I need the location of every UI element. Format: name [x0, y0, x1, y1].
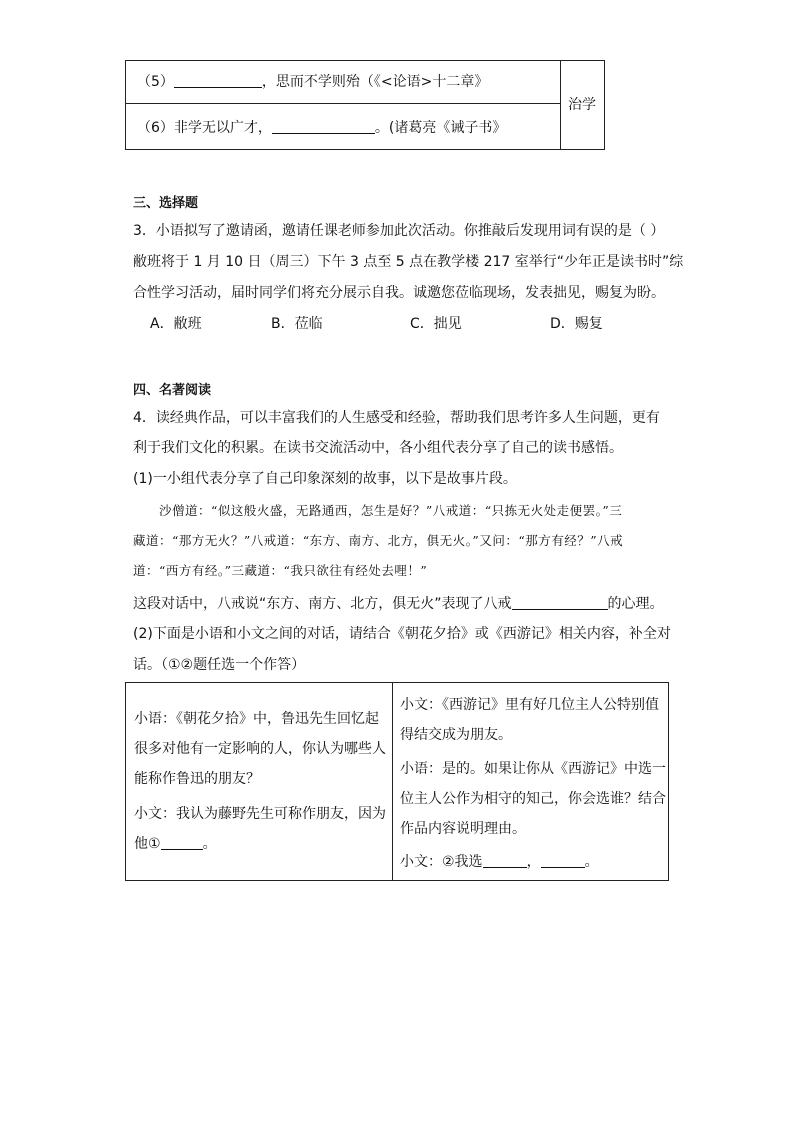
table-row-6 [137, 118, 506, 138]
answer-blank[interactable] [174, 73, 262, 88]
option-b[interactable]: B．莅临 [271, 316, 323, 332]
table-divider-horizontal [126, 103, 560, 104]
option-c[interactable]: C．拙见 [410, 316, 462, 332]
dialogue-line: 得结交成为朋友。 [400, 727, 512, 743]
dialogue-suffix: 。 [202, 836, 217, 852]
quote-table [125, 60, 605, 150]
row5-prefix: （5） [137, 74, 174, 90]
subquestion-2: (2)下面是小语和小文之间的对话，请结合《朝花夕拾》或《西游记》相关内容，补全对 [133, 626, 671, 642]
prompt-prefix: 这段对话中，八戒说“东方、南方、北方，俱无火”表现了八戒 [133, 596, 512, 612]
dialogue-line: 很多对他有一定影响的人，你认为哪些人 [134, 741, 386, 757]
section-heading-choice: 三、选择题 [133, 196, 199, 211]
dialogue-line: 小语：是的。如果让你从《西游记》中选一 [400, 761, 666, 777]
subquestion-1: (1)一小组代表分享了自己印象深刻的故事，以下是故事片段。 [133, 471, 517, 487]
invitation-line: 敝班将于 1 月 10 日（周三）下午 3 点至 5 点在教学楼 217 室举行“少年正是读书时”综 [133, 254, 684, 270]
dialogue-suffix: 。 [584, 854, 599, 870]
answer-blank-2b[interactable] [541, 853, 585, 868]
answer-blank-2a[interactable] [483, 853, 527, 868]
table-divider-vertical [392, 683, 393, 880]
dialogue-line: 小语：《朝花夕拾》中，鲁迅先生回忆起 [134, 711, 379, 727]
question-4-line: 4．读经典作品，可以丰富我们的人生感受和经验，帮助我们思考许多人生问题，更有 [133, 410, 660, 426]
dialogue-line [400, 852, 599, 872]
dialogue-line: 小文：我认为藤野先生可称作朋友，因为 [134, 806, 386, 822]
excerpt-line: 藏道：“那方无火？”八戒道：“东方、南方、北方，俱无火。”又问：“那方有经？”八戒 [133, 533, 624, 548]
subquestion-2: 话。（①②题任选一个作答） [133, 657, 306, 673]
option-d[interactable]: D．赐复 [550, 316, 603, 332]
invitation-line: 合性学习活动，届时同学们将充分展示自我。诚邀您莅临现场，发表拙见，赐复为盼。 [133, 285, 665, 301]
question-4-line: 利于我们文化的积累。在读书交流活动中，各小组代表分享了自己的读书感悟。 [133, 440, 623, 456]
dialogue-line [134, 834, 217, 854]
dialogue-prefix: 他① [134, 836, 161, 852]
excerpt-line: 沙僧道：“似这般火盛，无路通西，怎生是好？”八戒道：“只拣无火处走便罢。”三 [159, 503, 623, 518]
answer-blank[interactable] [272, 119, 375, 134]
dialogue-prefix: 小文：②我选 [400, 854, 483, 870]
row5-suffix: ，思而不学则殆（《<论语>十二章》 [261, 74, 489, 90]
dialogue-line: 能称作鲁迅的朋友？ [134, 771, 260, 787]
dialogue-line: 作品内容说明理由。 [400, 821, 526, 837]
section-heading-reading: 四、名著阅读 [133, 383, 212, 398]
dialogue-line: 位主人公作为相守的知己，你会选谁？结合 [400, 791, 666, 807]
table-row-5 [137, 72, 488, 92]
question-3-line: 3．小语拟写了邀请函，邀请任课老师参加此次活动。你推敲后发现用词有误的是（ ） [133, 223, 665, 239]
subquestion-1-prompt [133, 594, 664, 614]
table-divider-vertical [560, 61, 561, 149]
answer-blank[interactable] [512, 595, 608, 610]
answer-blank-1[interactable] [161, 835, 203, 850]
dialogue-line: 小文：《西游记》里有好几位主人公特别值 [400, 697, 659, 713]
option-a[interactable]: A．敝班 [150, 316, 202, 332]
excerpt-line: 道：“西方有经。”三藏道：“我只欲往有经处去哩！” [133, 563, 428, 578]
dialogue-sep: ， [526, 854, 541, 870]
row6-prefix: （6）非学无以广才， [137, 120, 272, 136]
prompt-suffix: 的心理。 [607, 596, 664, 612]
dialogue-table [125, 682, 669, 881]
category-cell: 治学 [568, 97, 596, 113]
row6-suffix: 。(诸葛亮《诫子书》 [374, 120, 507, 136]
